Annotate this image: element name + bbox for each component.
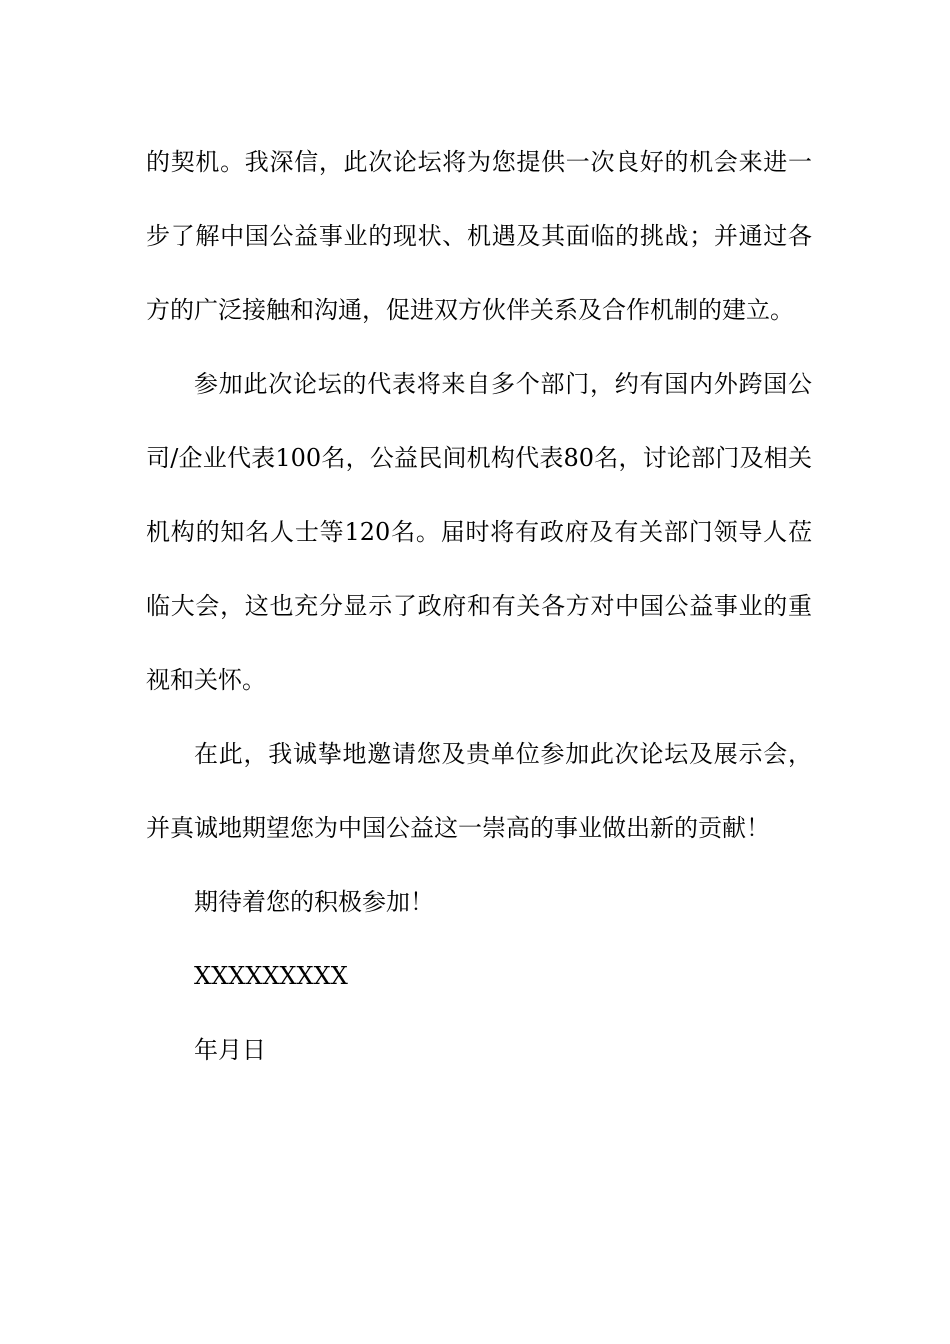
paragraph-invitation: 在此，我诚挚地邀请您及贵单位参加此次论坛及展示会，并真诚地期望您为中国公益这一崇高的事业做出新的贡献！ bbox=[146, 740, 812, 842]
signature: XXXXXXXXX bbox=[194, 962, 348, 990]
paragraph-continuation: 的契机。我深信，此次论坛将为您提供一次良好的机会来进一步了解中国公益事业的现状、机遇及其面临的挑战；并通过各方的广泛接触和沟通，促进双方伙伴关系及合作机制的建立。 bbox=[146, 148, 812, 324]
paragraph-attendees: 参加此次论坛的代表将来自多个部门，约有国内外跨国公司/企业代表100名，公益民间机构代表80名，讨论部门及相关机构的知名人士等120名。届时将有政府及有关部门领导人莅临大会，这也充分显示了政府和有关各方对中国公益事业的重视和关怀。 bbox=[146, 370, 812, 694]
paragraph-closing: 期待着您的积极参加！ bbox=[194, 888, 434, 916]
date-line: 年月日 bbox=[194, 1036, 266, 1064]
letter-body bbox=[146, 125, 812, 1087]
